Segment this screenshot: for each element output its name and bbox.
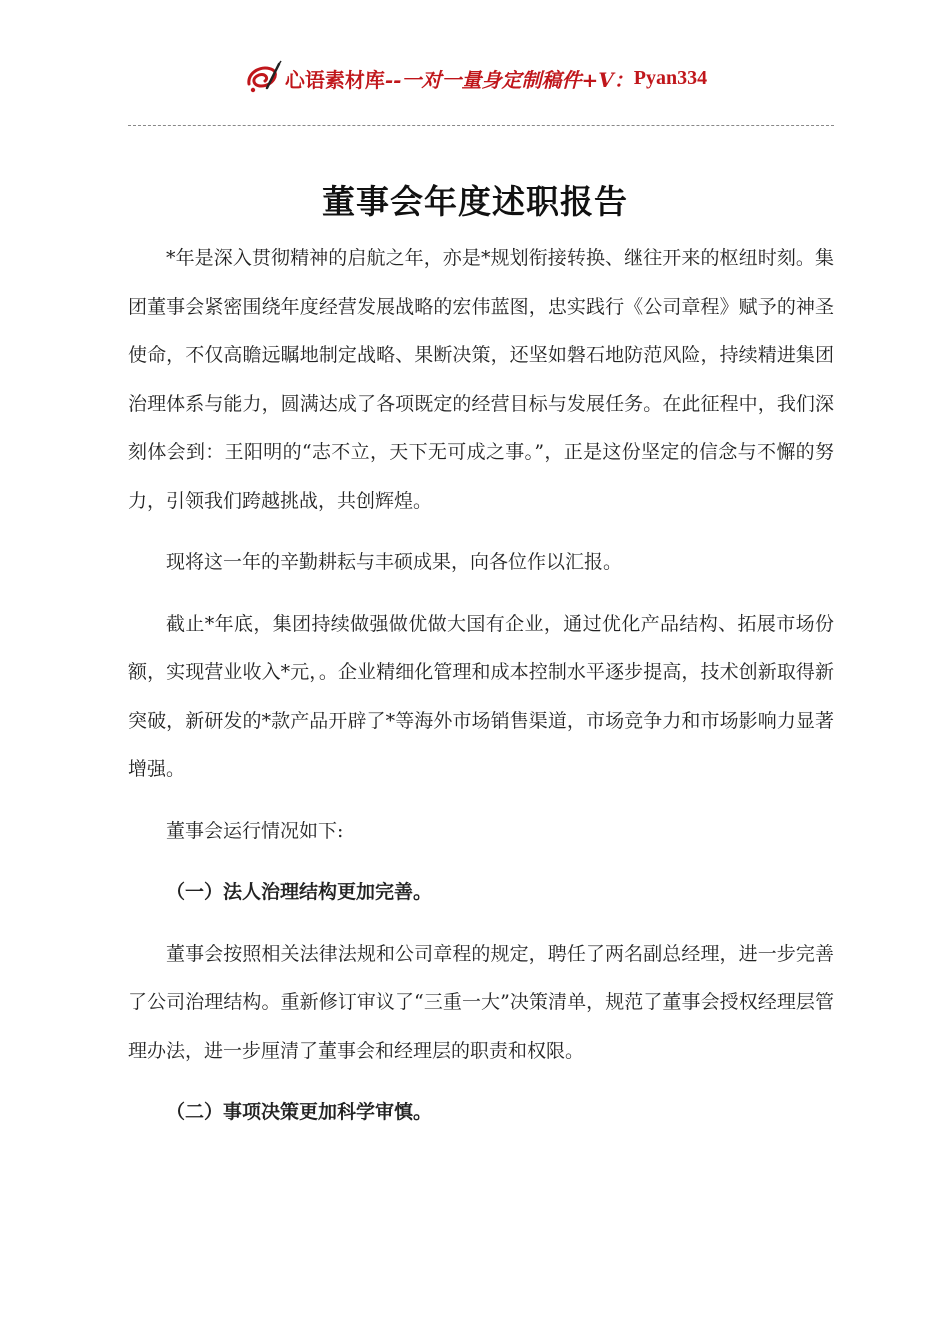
- header-slogan: --一对一量身定制稿件+V：: [384, 67, 634, 92]
- brand-name: 心语素材库: [284, 67, 385, 92]
- document-body: [128, 234, 834, 1137]
- pen-swirl-logo-icon: [243, 58, 283, 98]
- paragraph-intro: *年是深入贯彻精神的启航之年，亦是*规划衔接转换、继往开来的枢纽时刻。集团董事会紧密围绕年度经营发展战略的宏伟蓝图，忠实践行《公司章程》赋予的神圣使命，不仅高瞻远瞩地制定战略、果断决策，还坚如磐石地防范风险，持续精进集团治理体系与能力，圆满达成了各项既定的经营目标与发展任务。在此征程中，我们深刻体会到：王阳明的“志不立，天下无可成之事。”，正是这份坚定的信念与不懈的努力，引领我们跨越挑战，共创辉煌。: [128, 247, 834, 512]
- header-divider: [128, 125, 834, 126]
- paragraph-board-operation: 董事会运行情况如下:: [166, 819, 344, 842]
- wechat-id: Pyan334: [633, 66, 708, 89]
- document-title: 董事会年度述职报告: [322, 182, 628, 221]
- paragraph-governance: 董事会按照相关法律法规和公司章程的规定，聘任了两名副总经理，进一步完善了公司治理结构。重新修订审议了“三重一大”决策清单，规范了董事会授权经理层管理办法，进一步厘清了董事会和经理层的职责和权限。: [128, 942, 834, 1062]
- section-heading-1: （一）法人治理结构更加完善。: [166, 881, 433, 903]
- section-heading-2: （二）事项决策更加科学审慎。: [166, 1101, 433, 1123]
- paragraph-report: 现将这一年的辛勤耕耘与丰硕成果，向各位作以汇报。: [166, 551, 623, 573]
- paragraph-results: 截止*年底，集团持续做强做优做大国有企业，通过优化产品结构、拓展市场份额，实现营业收入*元，。企业精细化管理和成本控制水平逐步提高，技术创新取得新突破，新研发的*款产品开辟了*等海外市场销售渠道，市场竞争力和市场影响力显著增强。: [128, 612, 834, 780]
- page-header: [0, 58, 950, 98]
